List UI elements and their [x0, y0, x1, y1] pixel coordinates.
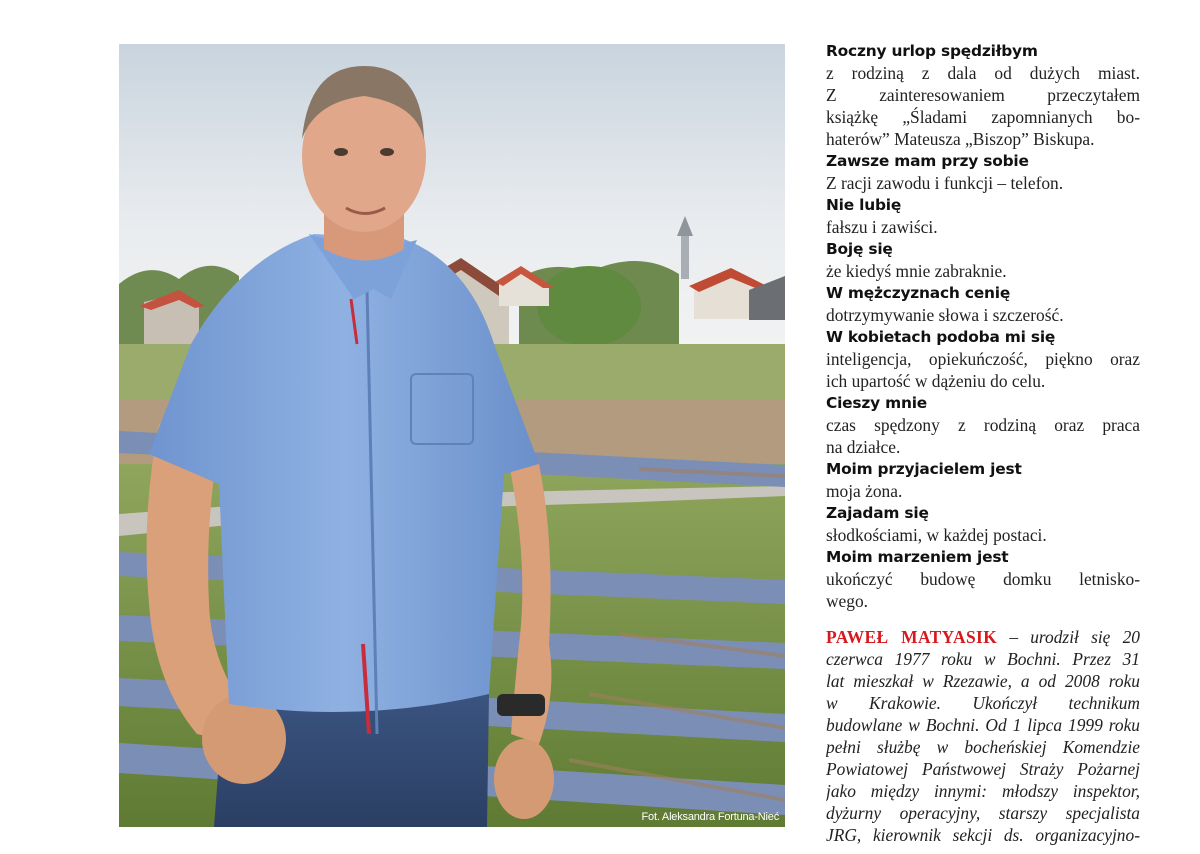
interview-question: Zajadam się: [826, 504, 929, 522]
bio-line: w Krakowie. Ukończył technikum: [826, 693, 1140, 713]
answer-line: na działce.: [826, 437, 901, 457]
portrait-illustration: [119, 44, 785, 827]
interview-question: W mężczyznach cenię: [826, 284, 1011, 302]
interview-answer: [826, 260, 1140, 282]
answer-line: książkę „Śladami zapomnianych bo-: [826, 107, 1140, 127]
bio-first-line: [826, 626, 1140, 648]
answer-line: haterów” Mateusza „Biszop” Biskupa.: [826, 129, 1095, 149]
answer-line: czas spędzony z rodziną oraz praca: [826, 415, 1140, 435]
answer-line: dotrzymywanie słowa i szczerość.: [826, 305, 1064, 325]
bio-lines: [826, 648, 1140, 846]
interview-question: Zawsze mam przy sobie: [826, 152, 1029, 170]
interview-question: Nie lubię: [826, 196, 902, 214]
interview-answer: [826, 172, 1140, 194]
bio-first-line-rest: – urodził się 20: [997, 627, 1140, 647]
interview-question: Moim przyjacielem jest: [826, 460, 1022, 478]
interview-answer: [826, 216, 1140, 238]
portrait-photo: [119, 44, 785, 827]
answer-line: ich upartość w dążeniu do celu.: [826, 371, 1046, 391]
photo-credit: Fot. Aleksandra Fortuna-Nieć: [641, 811, 779, 823]
interview-question: Moim marzeniem jest: [826, 548, 1009, 566]
interview-answer: [826, 480, 1140, 502]
interview-answer: [826, 414, 1140, 458]
answer-line: moja żona.: [826, 481, 903, 501]
interview-answer: [826, 62, 1140, 150]
bio-line: pełni służbę w bocheńskiej Komendzie: [826, 737, 1140, 757]
bio-line: lat mieszkał w Rzezawie, a od 2008 roku: [826, 671, 1140, 691]
bio-line: czerwca 1977 roku w Bochni. Przez 31: [826, 649, 1140, 669]
interview-answer: [826, 524, 1140, 546]
answer-line: ukończyć budowę domku letnisko-: [826, 569, 1140, 589]
interview-answer: [826, 304, 1140, 326]
interview-question: W kobietach podoba mi się: [826, 328, 1056, 346]
interview-question: Boję się: [826, 240, 893, 258]
interview-question: Roczny urlop spędziłbym: [826, 42, 1038, 60]
bio-line: JRG, kierownik sekcji ds. organizacyjno-: [826, 825, 1140, 845]
answer-line: Z racji zawodu i funkcji – telefon.: [826, 173, 1064, 193]
bio-line: jako między innymi: młodszy inspektor,: [826, 781, 1140, 801]
answer-line: słodkościami, w każdej postaci.: [826, 525, 1047, 545]
bio-name: PAWEŁ MATYASIK: [826, 627, 998, 647]
interview-question: Cieszy mnie: [826, 394, 928, 412]
answer-line: inteligencja, opiekuńczość, piękno oraz: [826, 349, 1140, 369]
answer-line: że kiedyś mnie zabraknie.: [826, 261, 1007, 281]
answer-line: Z zainteresowaniem przeczytałem: [826, 85, 1140, 105]
answer-line: fałszu i zawiści.: [826, 217, 938, 237]
interview-answer: [826, 348, 1140, 392]
answer-line: z rodziną z dala od dużych miast.: [826, 63, 1140, 83]
bio-line: dyżurny operacyjny, starszy specjalista: [826, 803, 1140, 823]
bio-line: Powiatowej Państwowej Straży Pożarnej: [826, 759, 1140, 779]
bio-line: budowlane w Bochni. Od 1 lipca 1999 roku: [826, 715, 1140, 735]
answer-line: wego.: [826, 591, 869, 611]
bio-paragraph: [826, 626, 1140, 854]
interview-column: [826, 40, 1140, 612]
interview-answer: [826, 568, 1140, 612]
